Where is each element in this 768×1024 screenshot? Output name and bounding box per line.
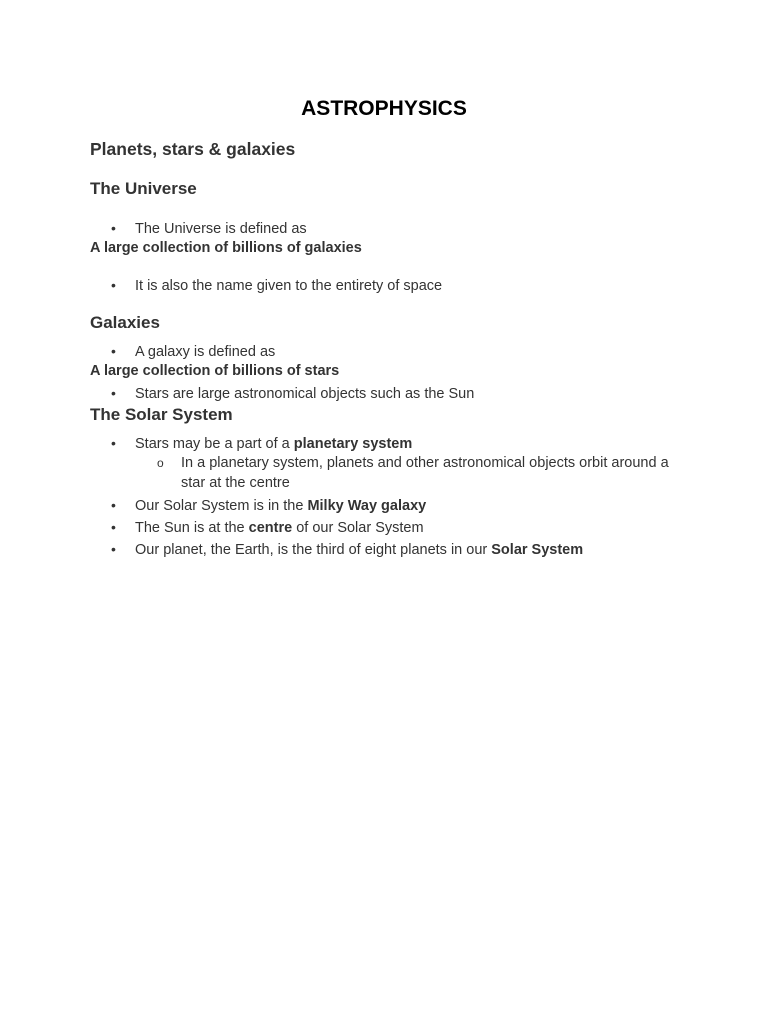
circle-bullet-icon: o — [157, 456, 164, 470]
sub-list-item — [157, 453, 687, 493]
list-item — [111, 218, 307, 239]
bullet-icon: • — [111, 385, 116, 401]
list-item-text-plain: Our planet, the Earth, is the third of eight planets in our — [135, 542, 492, 558]
sub-list-item-text: In a planetary system, planets and other astronomical objects orbit around a star at the centre — [181, 455, 669, 491]
list-item-text-bold: planetary system — [293, 436, 413, 452]
bullet-icon: • — [111, 220, 116, 236]
bullet-icon: • — [111, 277, 116, 293]
list-item — [111, 383, 474, 404]
universe-definition: A large collection of billions of galaxies — [90, 240, 362, 256]
bullet-icon: • — [111, 541, 116, 557]
list-item — [111, 517, 424, 538]
list-item — [111, 433, 412, 454]
heading-galaxies: Galaxies — [90, 313, 160, 332]
list-item-text-plain: Our Solar System is in the — [135, 498, 308, 514]
list-item — [111, 539, 583, 560]
bullet-icon: • — [111, 519, 116, 535]
galaxy-definition: A large collection of billions of stars — [90, 363, 340, 379]
list-item-text: The Universe is defined as — [135, 221, 307, 237]
list-item-text — [135, 498, 426, 514]
list-item-text: It is also the name given to the entirety of space — [135, 278, 443, 294]
list-item-text-plain: Stars may be a part of a — [135, 436, 294, 452]
list-item-text-bold: Solar System — [491, 542, 584, 558]
document-subtitle: Planets, stars & galaxies — [90, 139, 296, 159]
list-item-text — [135, 436, 412, 452]
heading-solar-system: The Solar System — [90, 405, 233, 424]
bullet-icon: • — [111, 343, 116, 359]
heading-universe: The Universe — [90, 179, 197, 198]
list-item-text-bold: centre — [248, 520, 293, 536]
bullet-icon: • — [111, 497, 116, 513]
list-item-text-plain: of our Solar System — [292, 520, 424, 536]
list-item — [111, 341, 275, 362]
list-item — [111, 275, 442, 296]
list-item-text — [135, 542, 583, 558]
list-item-text-bold: Milky Way galaxy — [307, 498, 427, 514]
list-item — [111, 495, 426, 516]
bullet-icon: • — [111, 435, 116, 451]
list-item-text: A galaxy is defined as — [135, 344, 276, 360]
list-item-text — [135, 520, 424, 536]
list-item-text-plain: The Sun is at the — [135, 520, 249, 536]
list-item-text: Stars are large astronomical objects such as the Sun — [135, 386, 475, 402]
document-title: ASTROPHYSICS — [301, 97, 467, 120]
